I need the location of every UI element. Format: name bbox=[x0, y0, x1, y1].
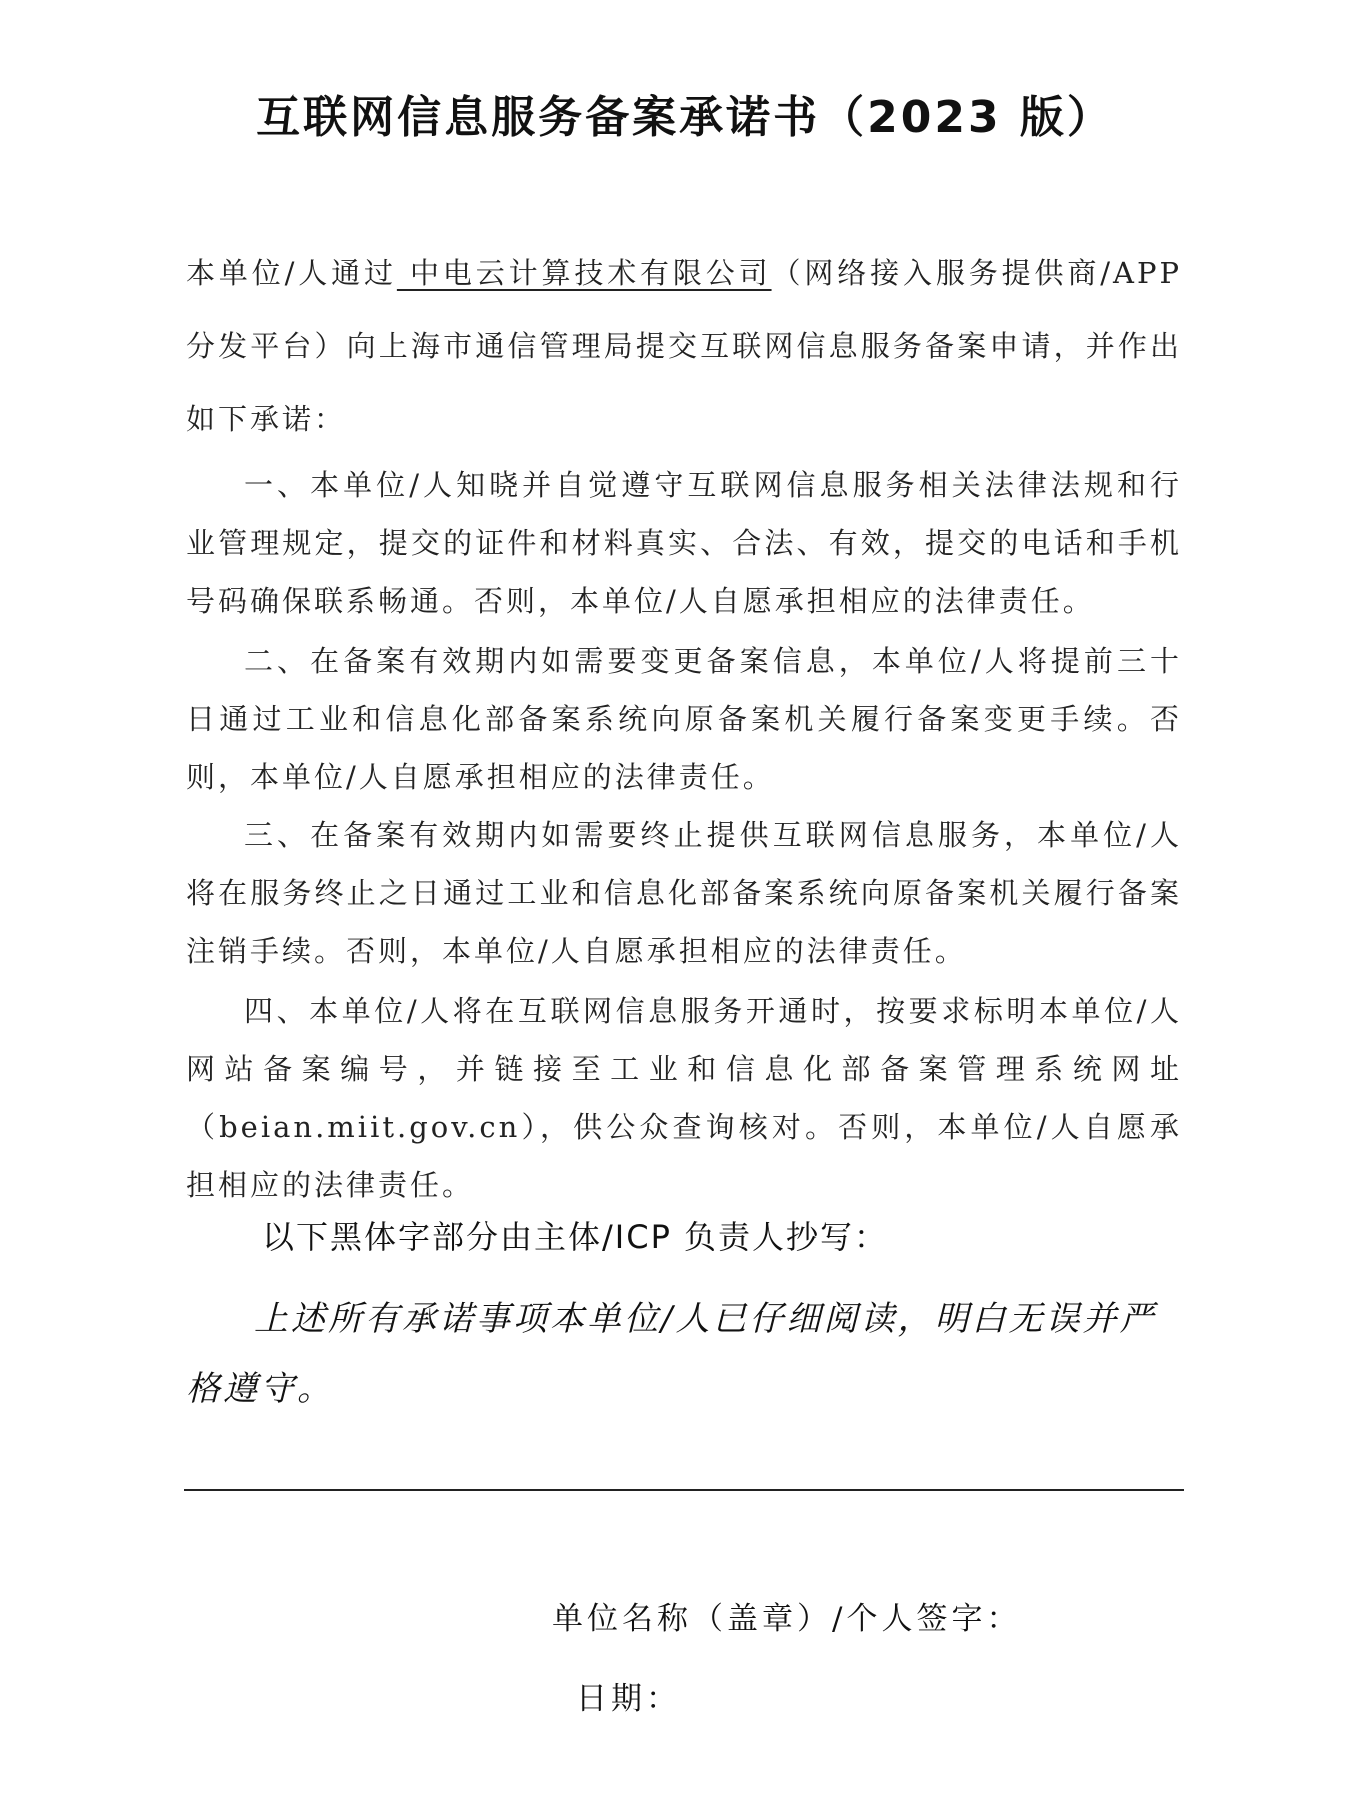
copy-instruction: 以下黑体字部分由主体/ICP 负责人抄写： bbox=[262, 1218, 889, 1256]
document-title: 互联网信息服务备案承诺书（2023 版） bbox=[256, 92, 1114, 143]
provider-name: 中电云计算技术有限公司 bbox=[396, 256, 772, 290]
date-label: 日期： bbox=[576, 1681, 681, 1717]
signature-label: 单位名称（盖章）/个人签字： bbox=[552, 1601, 1022, 1637]
clause-4: 四、本单位/人将在互联网信息服务开通时，按要求标明本单位/人网站备案编号，并链接至工业和信息化部备案管理系统网址（beian.miit.gov.cn），供公众查询核对。否则，本单位/人自愿承担相应的法律责任。 bbox=[186, 994, 1182, 1202]
pledge-text: 上述所有承诺事项本单位/人已仔细阅读，明白无误并严格遵守。 bbox=[186, 1299, 1157, 1409]
intro-after: （网络接入服务提供商/APP 分发平台）向上海市通信管理局提交互联网信息服务备案申请，并作出如下承诺： bbox=[186, 256, 1182, 436]
intro-paragraph bbox=[186, 237, 1182, 456]
handwriting-line bbox=[184, 1489, 1184, 1491]
clause-3: 三、在备案有效期内如需要终止提供互联网信息服务，本单位/人将在服务终止之日通过工业和信息化部备案系统向原备案机关履行备案注销手续。否则，本单位/人自愿承担相应的法律责任。 bbox=[186, 818, 1182, 968]
clause-2: 二、在备案有效期内如需要变更备案信息，本单位/人将提前三十日通过工业和信息化部备案系统向原备案机关履行备案变更手续。否则，本单位/人自愿承担相应的法律责任。 bbox=[186, 644, 1182, 794]
intro-before: 本单位/人通过 bbox=[186, 256, 397, 290]
clause-1: 一、本单位/人知晓并自觉遵守互联网信息服务相关法律法规和行业管理规定，提交的证件和材料真实、合法、有效，提交的电话和手机号码确保联系畅通。否则，本单位/人自愿承担相应的法律责任。 bbox=[186, 468, 1182, 618]
